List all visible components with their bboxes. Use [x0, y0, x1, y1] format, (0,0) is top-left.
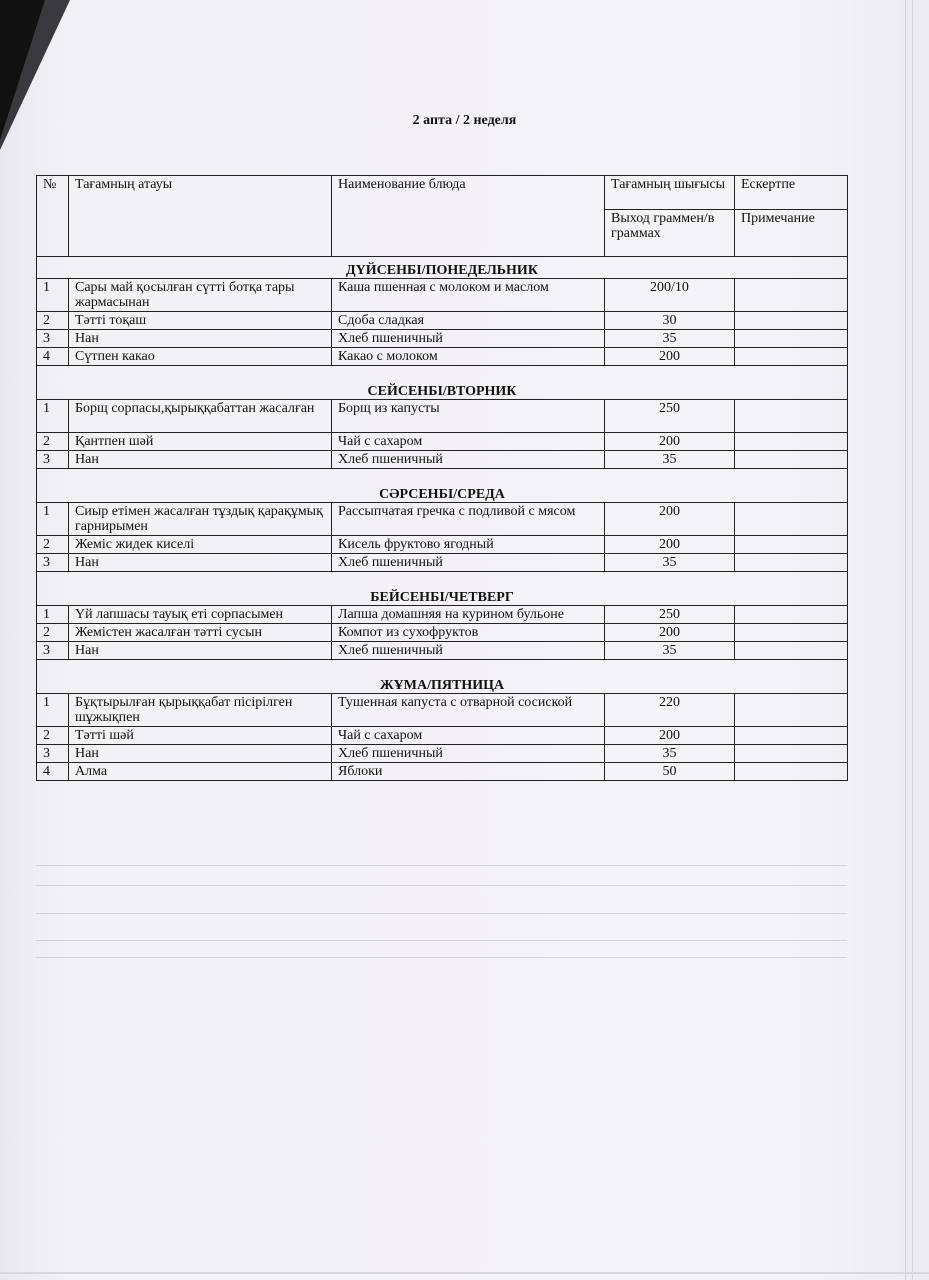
dish-row: [37, 279, 848, 312]
dish-note: [735, 312, 848, 330]
dish-note: [735, 330, 848, 348]
dish-output: 250: [605, 606, 735, 624]
header-row: [37, 176, 848, 210]
dish-name-kz: Сүтпен какао: [69, 348, 332, 366]
dish-number: 1: [37, 400, 69, 433]
page-bottom-edge: [0, 1272, 929, 1274]
dish-number: 1: [37, 694, 69, 727]
dish-note: [735, 536, 848, 554]
header-name-kz: Тағамның атауы: [69, 176, 332, 257]
dish-note: [735, 624, 848, 642]
dish-name-ru: Хлеб пшеничный: [332, 554, 605, 572]
dish-note: [735, 279, 848, 312]
header-note-kz: Ескертпе: [735, 176, 848, 210]
dish-note: [735, 400, 848, 433]
day-row: [37, 660, 848, 694]
dish-number: 3: [37, 330, 69, 348]
dish-output: 200: [605, 503, 735, 536]
dish-number: 2: [37, 727, 69, 745]
day-heading: СӘРСЕНБІ/СРЕДА: [37, 469, 848, 503]
dish-name-kz: Бұқтырылған қырыққабат пісірілген шұжықпен: [69, 694, 332, 727]
dish-number: 3: [37, 745, 69, 763]
dish-row: [37, 727, 848, 745]
dish-name-ru: Каша пшенная с молоком и маслом: [332, 279, 605, 312]
dish-row: [37, 745, 848, 763]
dish-number: 3: [37, 554, 69, 572]
dish-number: 1: [37, 606, 69, 624]
dish-name-kz: Нан: [69, 745, 332, 763]
dish-name-kz: Алма: [69, 763, 332, 781]
dish-name-kz: Нан: [69, 451, 332, 469]
dish-note: [735, 694, 848, 727]
day-row: [37, 572, 848, 606]
header-note-ru: Примечание: [735, 210, 848, 257]
dish-output: 250: [605, 400, 735, 433]
dish-number: 4: [37, 763, 69, 781]
header-output-kz: Тағамның шығысы: [605, 176, 735, 210]
dish-name-ru: Яблоки: [332, 763, 605, 781]
day-row: [37, 469, 848, 503]
dish-name-kz: Борщ сорпасы,қырыққабаттан жасалған: [69, 400, 332, 433]
dish-name-ru: Какао с молоком: [332, 348, 605, 366]
dish-output: 200: [605, 348, 735, 366]
dish-row: [37, 624, 848, 642]
dish-output: 35: [605, 745, 735, 763]
dish-name-ru: Чай с сахаром: [332, 727, 605, 745]
dish-name-kz: Нан: [69, 330, 332, 348]
dish-row: [37, 536, 848, 554]
dish-output: 200: [605, 624, 735, 642]
day-row: [37, 257, 848, 279]
dish-name-ru: Хлеб пшеничный: [332, 642, 605, 660]
page-edge-line: [912, 0, 913, 1280]
dish-name-ru: Чай с сахаром: [332, 433, 605, 451]
dish-row: [37, 312, 848, 330]
dish-name-ru: Тушенная капуста с отварной сосиской: [332, 694, 605, 727]
dish-output: 35: [605, 554, 735, 572]
dish-number: 2: [37, 433, 69, 451]
menu-table: [36, 175, 848, 781]
dish-number: 2: [37, 624, 69, 642]
day-heading: СЕЙСЕНБІ/ВТОРНИК: [37, 366, 848, 400]
dish-note: [735, 763, 848, 781]
dish-row: [37, 763, 848, 781]
dish-name-ru: Компот из сухофруктов: [332, 624, 605, 642]
dish-name-ru: Хлеб пшеничный: [332, 330, 605, 348]
dish-note: [735, 348, 848, 366]
dish-note: [735, 554, 848, 572]
dish-note: [735, 745, 848, 763]
dish-number: 4: [37, 348, 69, 366]
dish-row: [37, 606, 848, 624]
dish-output: 220: [605, 694, 735, 727]
dish-name-kz: Нан: [69, 642, 332, 660]
dish-name-kz: Сары май қосылған сүтті ботқа тары жармасынан: [69, 279, 332, 312]
day-heading: ЖҰМА/ПЯТНИЦА: [37, 660, 848, 694]
header-num: №: [37, 176, 69, 257]
dish-name-ru: Борщ из капусты: [332, 400, 605, 433]
dish-name-kz: Сиыр етімен жасалған тұздық қарақұмық гарнирымен: [69, 503, 332, 536]
dish-name-kz: Тәтті тоқаш: [69, 312, 332, 330]
dish-note: [735, 727, 848, 745]
dish-note: [735, 451, 848, 469]
dish-name-ru: Хлеб пшеничный: [332, 451, 605, 469]
dish-name-kz: Қантпен шәй: [69, 433, 332, 451]
dish-name-ru: Лапша домашняя на курином бульоне: [332, 606, 605, 624]
day-row: [37, 366, 848, 400]
dish-output: 200: [605, 536, 735, 554]
dish-row: [37, 451, 848, 469]
dish-name-kz: Жеміс жидек киселі: [69, 536, 332, 554]
dish-number: 2: [37, 536, 69, 554]
dish-name-kz: Үй лапшасы тауық еті сорпасымен: [69, 606, 332, 624]
header-name-ru: Наименование блюда: [332, 176, 605, 257]
dish-name-ru: Кисель фруктово ягодный: [332, 536, 605, 554]
dish-output: 200/10: [605, 279, 735, 312]
dish-row: [37, 433, 848, 451]
dish-row: [37, 694, 848, 727]
dish-output: 50: [605, 763, 735, 781]
dish-row: [37, 554, 848, 572]
day-heading: БЕЙСЕНБІ/ЧЕТВЕРГ: [37, 572, 848, 606]
dish-number: 2: [37, 312, 69, 330]
dish-name-kz: Жемістен жасалған тәтті сусын: [69, 624, 332, 642]
dish-row: [37, 642, 848, 660]
page-title: 2 апта / 2 неделя: [412, 113, 517, 128]
header-output-ru: Выход граммен/в граммах: [605, 210, 735, 257]
dish-name-ru: Рассыпчатая гречка с подливой с мясом: [332, 503, 605, 536]
dish-note: [735, 642, 848, 660]
page-edge-line: [905, 0, 906, 1280]
dish-row: [37, 400, 848, 433]
menu-table-body: [37, 176, 848, 781]
dish-output: 35: [605, 451, 735, 469]
dish-output: 200: [605, 727, 735, 745]
dish-row: [37, 330, 848, 348]
dish-row: [37, 348, 848, 366]
dish-note: [735, 606, 848, 624]
dish-name-kz: Нан: [69, 554, 332, 572]
dish-name-kz: Тәтті шәй: [69, 727, 332, 745]
dish-note: [735, 433, 848, 451]
dish-output: 35: [605, 330, 735, 348]
dish-row: [37, 503, 848, 536]
dish-number: 3: [37, 451, 69, 469]
dish-name-ru: Хлеб пшеничный: [332, 745, 605, 763]
dish-number: 3: [37, 642, 69, 660]
dish-name-ru: Сдоба сладкая: [332, 312, 605, 330]
dish-output: 30: [605, 312, 735, 330]
dish-output: 35: [605, 642, 735, 660]
dish-output: 200: [605, 433, 735, 451]
day-heading: ДҮЙСЕНБІ/ПОНЕДЕЛЬНИК: [37, 257, 848, 279]
dish-number: 1: [37, 503, 69, 536]
dish-number: 1: [37, 279, 69, 312]
dish-note: [735, 503, 848, 536]
